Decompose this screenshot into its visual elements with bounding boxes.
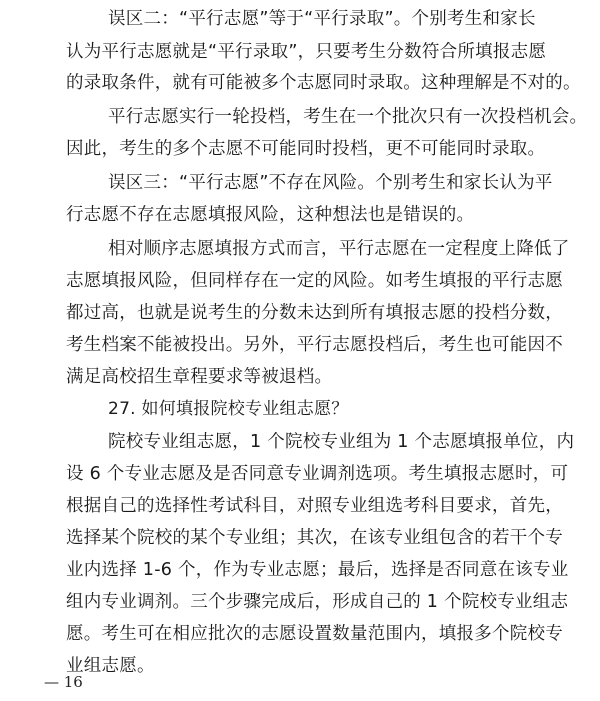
text-line: 根据自己的选择性考试科目，对照专业组选考科目要求，首先， [66,496,563,516]
text-line: 认为平行志愿就是“平行录取”，只要考生分数符合所填报志愿 [66,42,547,62]
text-line: 行志愿不存在志愿填报风险，这种想法也是错误的。 [66,205,475,225]
text-line: 志愿填报风险，但同样存在一定的风险。如考生填报的平行志愿 [66,271,563,291]
text-line: 愿。考生可在相应批次的志愿设置数量范围内，填报多个院校专 [66,624,563,644]
text-line: 选择某个院校的某个专业组；其次，在该专业组包含的若干个专 [66,528,563,548]
text-line: 组内专业调剂。三个步骤完成后，形成自己的 1 个院校专业组志 [66,592,569,612]
text-line: 满足高校招生章程要求等被退档。 [66,367,333,387]
text-line: 院校专业组志愿，1 个院校专业组为 1 个志愿填报单位，内 [108,432,575,452]
text-line: 考生档案不能被投出。另外，平行志愿投档后，考生也可能因不 [66,335,563,355]
text-line: 误区三：“平行志愿”不存在风险。个别考生和家长认为平 [108,173,553,193]
text-line: 设 6 个专业志愿及是否同意专业调剂选项。考生填报志愿时，可 [66,464,569,484]
text-line: 都过高，也就是说考生的分数未达到所有填报志愿的投档分数， [66,303,563,323]
text-line: 误区二：“平行志愿”等于“平行录取”。个别考生和家长 [108,9,536,29]
page-number: — 16 [44,673,83,691]
text-line: 因此，考生的多个志愿不可能同时投档，更不可能同时录取。 [66,139,546,159]
text-line: 业组志愿。 [66,656,155,676]
text-line: 的录取条件，就有可能被多个志愿同时录取。这种理解是不对的。 [66,73,581,93]
text-line: 平行志愿实行一轮投档，考生在一个批次只有一次投档机会。 [108,107,588,127]
text-line: 业内选择 1-6 个，作为专业志愿；最后，选择是否同意在该专业 [66,560,569,580]
text-line: 相对顺序志愿填报方式而言，平行志愿在一定程度上降低了 [108,239,570,259]
question-heading: 27. 如何填报院校专业组志愿？ [108,399,349,419]
